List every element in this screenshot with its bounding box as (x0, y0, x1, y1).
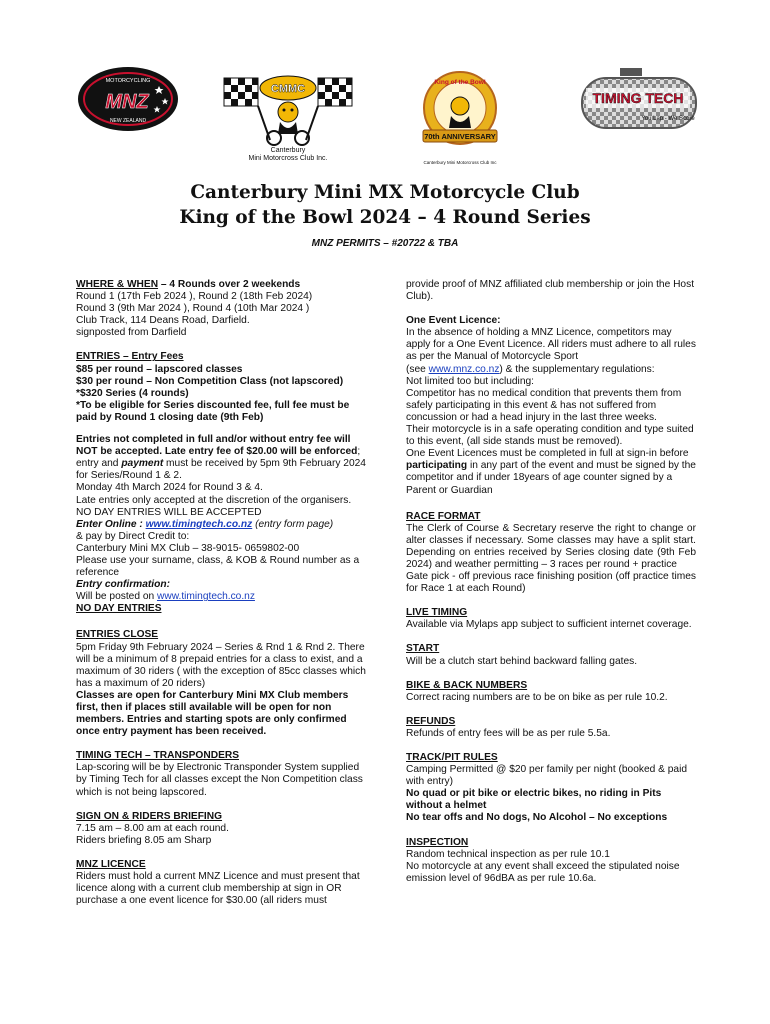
where-line: Club Track, 114 Deans Road, Darfield. (76, 315, 250, 327)
where-when-heading-rest: – 4 Rounds over 2 weekends (158, 279, 301, 290)
timing-tech-section (76, 750, 368, 798)
entries-close-text: 5pm Friday 9th February 2024 – Series & Rnd 1 & Rnd 2. There will be a minimum of 8 prepaid entries for a class to exist, and a maximum of 30 riders ( with the exception of 85cc classes which has a maximum of 20 riders) (76, 641, 366, 689)
entries-close-heading: ENTRIES CLOSE (76, 629, 159, 641)
late-line: NO DAY ENTRIES WILL BE ACCEPTED (76, 506, 262, 518)
where-line: signposted from Darfield (76, 327, 187, 339)
left-column (76, 279, 368, 919)
start-heading: START (406, 643, 440, 655)
refunds-section (406, 716, 696, 740)
anniversary-logo (415, 70, 505, 166)
svg-text:MNZ: MNZ (105, 91, 149, 113)
permits-line: MNZ PERMITS – #20722 & TBA (311, 238, 459, 249)
one-event-licence-section (406, 315, 696, 496)
mnz-licence-heading: MNZ LICENCE (76, 858, 146, 870)
fee-line: *$320 Series (4 rounds) (76, 387, 189, 399)
start-section (406, 643, 696, 667)
one-event-text: Not limited too but including: (406, 375, 534, 387)
svg-text:Mini Motorcross Club Inc.: Mini Motorcross Club Inc. (248, 155, 328, 162)
mnz-licence-section (76, 859, 368, 907)
track-pit-heading: TRACK/PIT RULES (406, 752, 498, 763)
svg-text:King of the Bowl: King of the Bowl (434, 79, 486, 86)
entries-close-bold: Classes are open for Canterbury Mini MX Club members first, then if places still available will be open for non members. Entries and starting spots are only confirmed once entry payment has been received. (76, 689, 349, 738)
payment-line: Please use your surname, class, & KOB & Round number as a reference (76, 554, 360, 579)
document-title-line-2: King of the Bowl 2024 – 4 Round Series (179, 207, 591, 228)
inspection-line: Random technical inspection as per rule 10.1 (406, 848, 610, 860)
track-pit-text: Camping Permitted @ $20 per family per night (booked & paid with entry) (406, 764, 688, 788)
one-event-heading: One Event Licence: (406, 315, 501, 327)
entries-section (76, 351, 368, 424)
one-event-text: ) & the supplementary regulations: (499, 363, 655, 375)
mnz-link[interactable]: www.mnz.co.nz (428, 363, 500, 375)
where-when-heading: WHERE & WHEN (76, 279, 159, 290)
sign-on-line: Riders briefing 8.05 am Sharp (76, 834, 212, 846)
confirmation-text: Will be posted on (76, 591, 157, 603)
no-day-entries: NO DAY ENTRIES (76, 603, 162, 615)
svg-text:You Lap - We Score: You Lap - We Score (641, 116, 695, 122)
timingtech-link[interactable]: www.timingtech.co.nz (145, 518, 253, 530)
race-format-text: The Clerk of Course & Secretary reserve the right to change or alter classes if necessary. Some classes may have a split start. Depending on entries received by Series closing date (9th Feb 2024) and weather permitting – 3 races per round + practice (406, 522, 696, 570)
where-line: Round 1 (17th Feb 2024 ), Round 2 (18th Feb 2024) (76, 291, 313, 303)
entries-close-section (76, 629, 368, 738)
document-title-line-1: Canterbury Mini MX Motorcycle Club (190, 182, 580, 203)
late-line: Late entries only accepted at the discretion of the organisers. (76, 494, 352, 506)
right-column (406, 279, 696, 897)
bike-numbers-text: Correct racing numbers are to be on bike as per rule 10.2. (406, 691, 668, 703)
start-text: Will be a clutch start behind backward falling gates. (406, 655, 638, 667)
live-timing-section (406, 607, 696, 631)
participating-word: participating (406, 460, 468, 472)
timing-tech-heading: TIMING TECH – TRANSPONDERS (76, 750, 240, 762)
fee-line: $85 per round – lapscored classes (76, 363, 243, 375)
one-event-text: (see (406, 363, 429, 375)
late-line: Monday 4th March 2024 for Round 3 & 4. (76, 482, 263, 494)
one-event-text: In the absence of holding a MNZ Licence, competitors may apply for a One Event Licence. All riders must adhere to all rules as per the Manual of Motorcycle Sport (406, 327, 696, 363)
sign-on-section (76, 811, 368, 847)
inspection-section (406, 837, 696, 885)
race-format-heading: RACE FORMAT (406, 510, 481, 522)
inspection-line: No motorcycle at any event shall exceed the stipulated noise emission level of 96dBA as per rule 10.6a. (406, 860, 680, 884)
bike-numbers-section (406, 680, 696, 704)
payment-word: payment (121, 458, 164, 470)
svg-text:Canterbury Mini Motorcross Clu: Canterbury Mini Motorcross Club Inc (423, 160, 497, 165)
fee-line: *To be eligible for Series discounted fee, full fee must be paid by Round 1 closing date (9th Feb) (76, 399, 350, 423)
timing-tech-text: Lap-scoring will be by Electronic Transponder System supplied by Timing Tech for all classes except the Non Competition class which is not being lapscored. (76, 762, 363, 798)
payment-line: Canterbury Mini MX Club – 38-9015- 0659802-00 (76, 542, 300, 554)
one-event-text: Their motorcycle is in a safe operating condition and type suited to this event, (all side stands must be removed). (406, 424, 694, 448)
race-format-text: Gate pick - off previous race finishing position (off practice times for Race 1 at each Round) (406, 571, 696, 595)
fee-line: $30 per round – Non Competition Class (not lapscored) (76, 375, 344, 387)
race-format-section (406, 511, 696, 596)
timingtech-link[interactable]: www.timingtech.co.nz (156, 591, 255, 603)
licence-continued: provide proof of MNZ affiliated club membership or join the Host Club). (406, 279, 695, 303)
inspection-heading: INSPECTION (406, 836, 469, 848)
one-event-text: One Event Licences must be completed in full at sign-in before (406, 448, 689, 460)
refunds-text: Refunds of entry fees will be as per rule 5.5a. (406, 727, 611, 739)
late-entries-bold: Entries not completed in full and/or without entry fee will NOT be accepted. Late entry fee of $20.00 will be enforced (76, 434, 358, 458)
svg-text:TIMING TECH: TIMING TECH (592, 90, 684, 106)
entries-heading: ENTRIES – Entry Fees (76, 351, 184, 363)
where-when-section (76, 279, 368, 339)
logo-row (0, 58, 770, 170)
svg-text:NEW ZEALAND: NEW ZEALAND (109, 118, 147, 124)
svg-text:Canterbury: Canterbury (270, 147, 306, 154)
svg-text:CMMC: CMMC (270, 83, 306, 95)
track-pit-rule: No quad or pit bike or electric bikes, no riding in Pits without a helmet (406, 788, 662, 812)
live-timing-text: Available via Mylaps app subject to sufficient internet coverage. (406, 619, 692, 631)
one-event-text: Competitor has no medical condition that prevents them from safely participating in this event & has not suffered from concussion or had a head injury in the last three weeks. (406, 387, 682, 423)
sign-on-line: 7.15 am – 8.00 am at each round. (76, 822, 229, 834)
track-pit-rule: No tear offs and No dogs, No Alcohol – No exceptions (406, 812, 668, 824)
payment-line: & pay by Direct Credit to: (76, 530, 190, 542)
bike-numbers-heading: BIKE & BACK NUMBERS (406, 679, 528, 691)
mnz-licence-text: Riders must hold a current MNZ Licence and must present that licence along with a current club membership at sign in OR purchase a one event licence for $30.00 (all riders must (76, 871, 360, 907)
cmmc-logo (218, 62, 358, 162)
mnz-logo (77, 66, 179, 132)
entry-confirmation-label: Entry confirmation: (76, 579, 170, 591)
late-entries-text: ; entry and (76, 446, 361, 470)
svg-text:70th ANNIVERSARY: 70th ANNIVERSARY (424, 132, 496, 141)
live-timing-heading: LIVE TIMING (406, 607, 468, 619)
late-entries-text: must be received by 5pm 9th February 2024 for Series/Round 1 & 2. (76, 458, 366, 482)
refunds-heading: REFUNDS (406, 715, 456, 727)
entry-form-note: (entry form page) (252, 518, 334, 530)
one-event-text: in any part of the event and must be signed by the competitor and if under 18years of age counter signed by a Parent or Guardian (406, 460, 696, 496)
svg-text:MOTORCYCLING: MOTORCYCLING (105, 78, 151, 84)
timing-tech-logo (580, 68, 698, 132)
sign-on-heading: SIGN ON & RIDERS BRIEFING (76, 810, 223, 822)
where-line: Round 3 (9th Mar 2024 ), Round 4 (10th Mar 2024 ) (76, 303, 310, 315)
late-entries-section (76, 434, 368, 615)
track-pit-section (406, 752, 696, 825)
enter-online-label: Enter Online : (76, 518, 146, 530)
